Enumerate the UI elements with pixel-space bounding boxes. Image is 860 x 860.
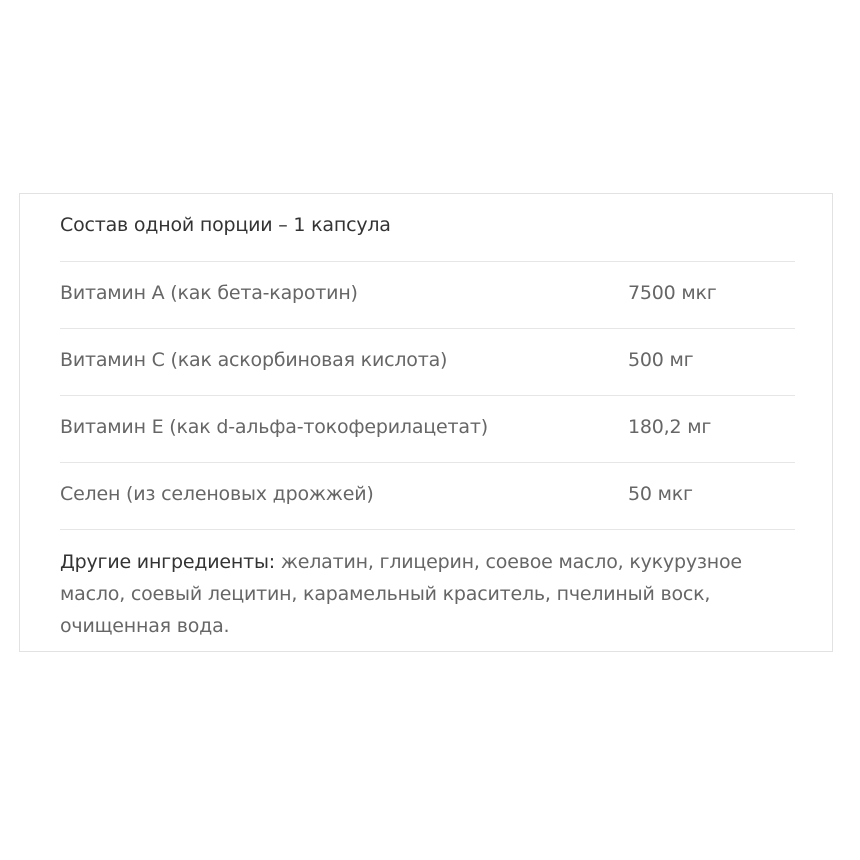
ingredient-name: Витамин А (как бета-каротин) xyxy=(60,282,358,304)
ingredient-name: Селен (из селеновых дрожжей) xyxy=(60,483,374,505)
ingredient-name: Витамин Е (как d-альфа-токоферилацетат) xyxy=(60,416,488,438)
ingredient-amount: 500 мг xyxy=(628,349,694,371)
ingredient-amount: 7500 мкг xyxy=(628,282,717,304)
table-row xyxy=(60,396,795,463)
table-row xyxy=(60,463,795,530)
table-row xyxy=(60,262,795,329)
ingredient-amount: 180,2 мг xyxy=(628,416,712,438)
composition-table xyxy=(19,193,833,652)
table-header xyxy=(60,194,795,262)
table-header-text: Состав одной порции – 1 капсула xyxy=(60,214,391,236)
ingredient-amount: 50 мкг xyxy=(628,483,693,505)
other-ingredients-label: Другие ингредиенты: xyxy=(60,551,275,573)
other-ingredients-text: желатин, глицерин, соевое масло, кукурузное масло, соевый лецитин, карамельный краситель, пчелиный воск, очищенная вода. xyxy=(60,551,742,637)
ingredient-name: Витамин С (как аскорбиновая кислота) xyxy=(60,349,448,371)
other-ingredients xyxy=(60,546,810,642)
table-row xyxy=(60,329,795,396)
